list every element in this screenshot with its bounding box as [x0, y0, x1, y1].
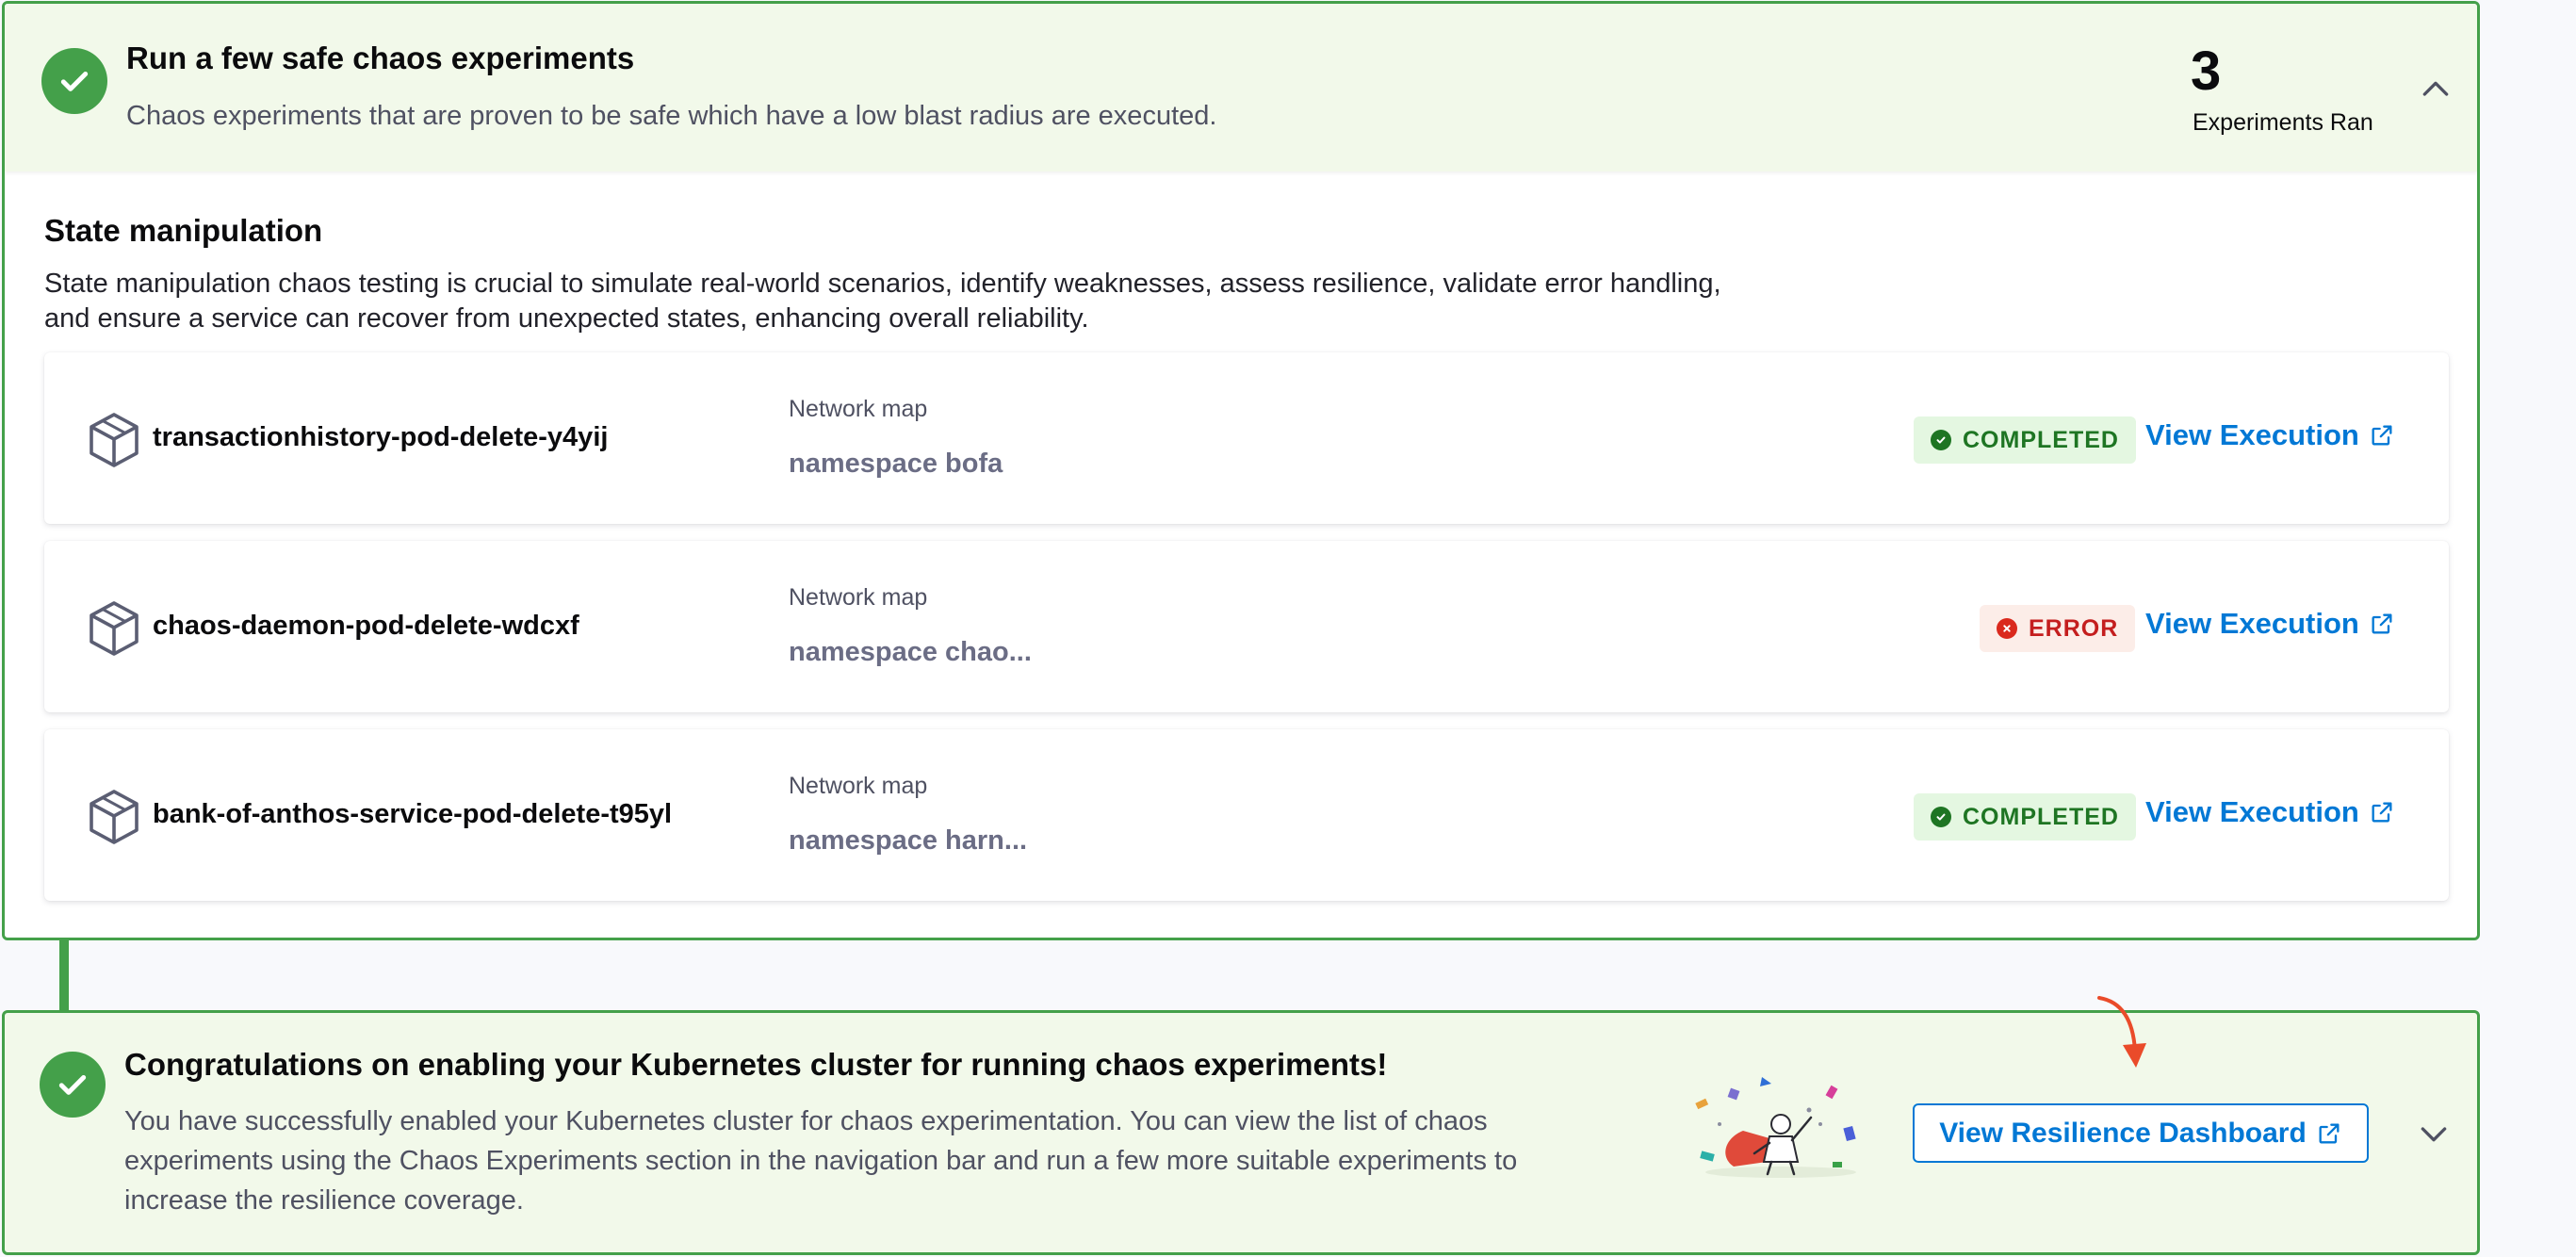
experiment-name: chaos-daemon-pod-delete-wdcxf: [153, 611, 579, 641]
cube-icon: [86, 788, 142, 846]
external-link-icon: [2369, 422, 2395, 449]
chevron-up-icon[interactable]: [2417, 71, 2454, 108]
step-header[interactable]: [5, 4, 2477, 171]
step-connector-line: [59, 940, 69, 1010]
status-badge: [1914, 416, 2136, 464]
status-text: COMPLETED: [1963, 803, 2119, 830]
step-description: Chaos experiments that are proven to be safe which have a low blast radius are executed.: [126, 101, 1217, 131]
step-title: Run a few safe chaos experiments: [126, 41, 635, 75]
external-link-icon: [2369, 799, 2395, 825]
status-badge: [1980, 605, 2135, 652]
check-icon: [1931, 430, 1951, 450]
namespace-value: namespace chao...: [789, 637, 1032, 667]
experiments-count: 3: [2191, 41, 2222, 102]
external-link-icon: [2369, 611, 2395, 637]
step-description: You have successfully enabled your Kubernetes cluster for chaos experimentation. You can view the list of chaos experiments using the Chaos Experiments section in the navigation bar and run a few more suitable experiments to increase the resilience coverage.: [124, 1106, 1518, 1216]
view-resilience-dashboard-label: View Resilience Dashboard: [1939, 1117, 2307, 1149]
experiment-row: [44, 729, 2449, 901]
annotation-arrow-icon: [2094, 992, 2150, 1077]
view-execution-link[interactable]: [2145, 418, 2395, 452]
success-check-icon: [40, 1052, 106, 1118]
section-title: State manipulation: [44, 213, 323, 248]
success-check-icon: [41, 48, 107, 114]
cube-icon: [86, 411, 142, 469]
view-execution-label: View Execution: [2145, 418, 2359, 451]
view-execution-link[interactable]: [2145, 607, 2395, 641]
experiment-name: bank-of-anthos-service-pod-delete-t95yl: [153, 799, 673, 829]
chevron-down-icon[interactable]: [2415, 1115, 2453, 1152]
namespace-value: namespace harn...: [789, 825, 1028, 856]
experiment-name: transactionhistory-pod-delete-y4yij: [153, 422, 609, 452]
error-x-icon: [1997, 618, 2017, 639]
experiment-row: [44, 352, 2449, 524]
celebration-illustration-icon: [1687, 1072, 1875, 1181]
namespace-value: namespace bofa: [789, 449, 1003, 479]
section-description: State manipulation chaos testing is crucial to simulate real-world scenarios, identify weaknesses, assess resilience, validate error handling, and ensure a service can recover from unexpected states, enhancing overall reliability.: [44, 269, 1721, 334]
cube-icon: [86, 599, 142, 658]
view-execution-link[interactable]: [2145, 795, 2395, 829]
network-map-label: Network map: [789, 396, 928, 422]
step-title: Congratulations on enabling your Kubernetes cluster for running chaos experiments!: [124, 1047, 1388, 1082]
check-icon: [1931, 807, 1951, 827]
network-map-label: Network map: [789, 584, 928, 611]
view-resilience-dashboard-button[interactable]: [1913, 1103, 2369, 1163]
step-card-safe-experiments: [2, 1, 2480, 940]
view-execution-label: View Execution: [2145, 795, 2359, 828]
network-map-label: Network map: [789, 773, 928, 799]
view-execution-label: View Execution: [2145, 607, 2359, 640]
status-text: COMPLETED: [1963, 426, 2119, 453]
status-badge: [1914, 793, 2136, 841]
status-text: ERROR: [2029, 614, 2119, 642]
experiment-row: [44, 541, 2449, 712]
external-link-icon: [2316, 1120, 2342, 1147]
experiments-count-label: Experiments Ran: [2193, 109, 2373, 136]
